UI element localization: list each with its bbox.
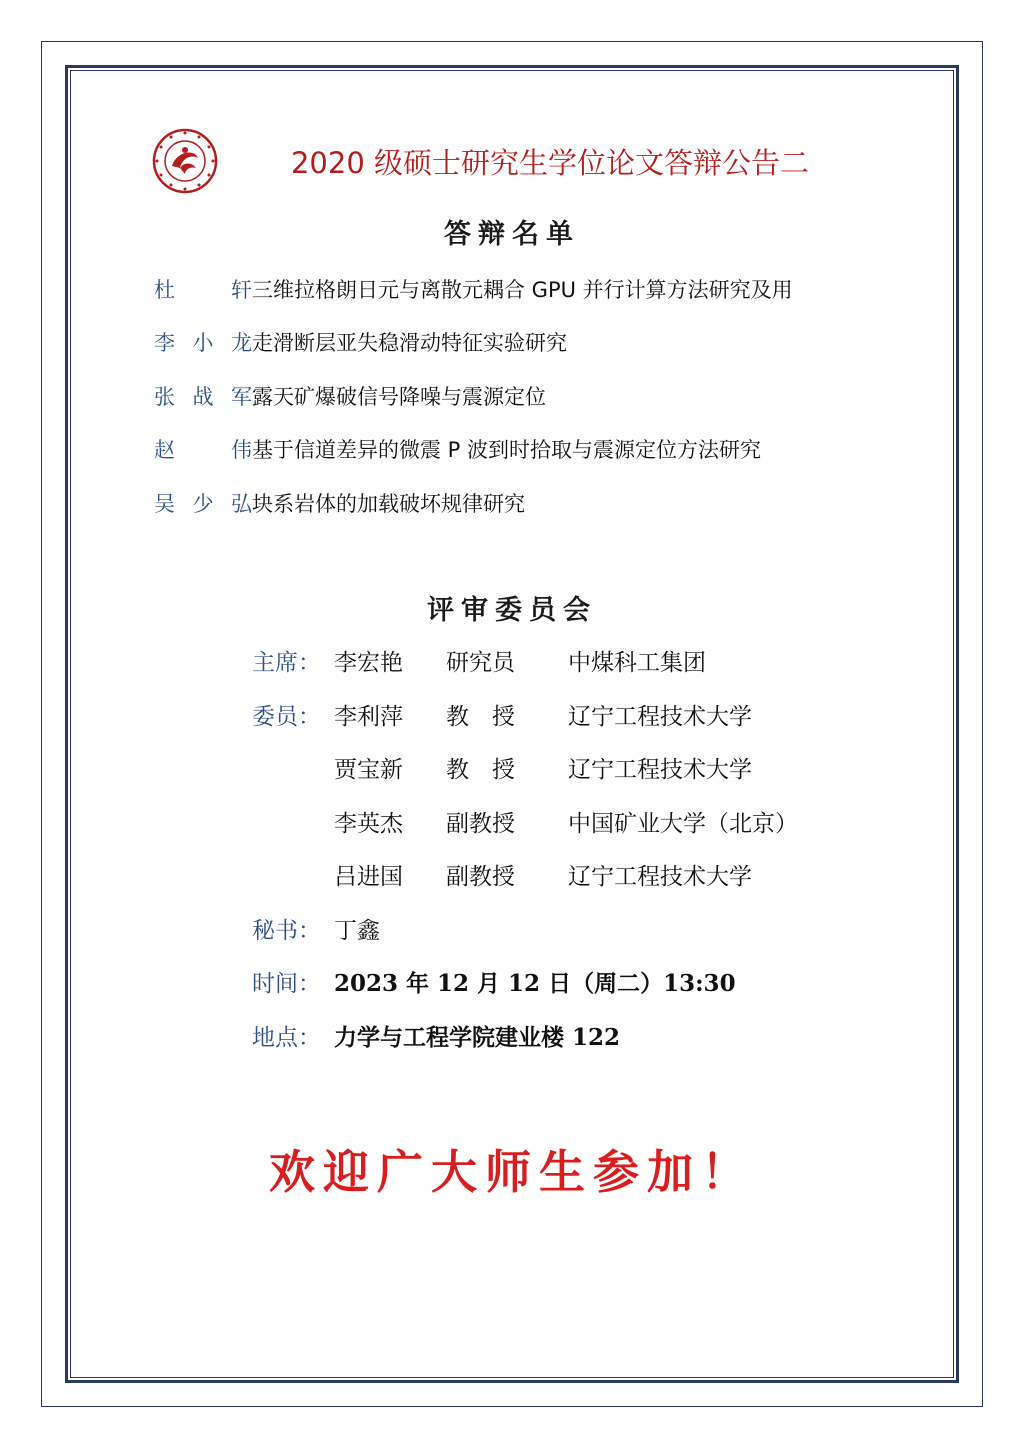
list-item (154, 369, 914, 423)
chair-label: 主席： (252, 650, 321, 677)
student-name: 吴少弘 (154, 491, 252, 516)
university-seal-icon (152, 128, 218, 194)
student-name: 李小龙 (154, 331, 252, 356)
place-row (252, 1009, 912, 1063)
thesis-topic: 走滑断层亚失稳滑动特征实验研究 (252, 331, 567, 356)
student-name: 赵 伟 (154, 438, 252, 463)
list-item (154, 423, 914, 477)
place-label: 地点： (252, 1024, 321, 1051)
time-label: 时间： (252, 971, 321, 998)
thesis-topic: 块系岩体的加载破坏规律研究 (252, 491, 525, 516)
member-name: 李英杰 (334, 810, 403, 837)
defense-place: 力学与工程学院建业楼 122 (334, 1023, 621, 1051)
student-list (154, 262, 914, 530)
member-unit: 中国矿业大学（北京） (568, 810, 798, 837)
member-title: 教 授 (446, 703, 515, 730)
committee-member-row (252, 848, 912, 902)
list-item (154, 316, 914, 370)
thesis-topic: 露天矿爆破信号降噪与震源定位 (252, 384, 546, 409)
member-title: 副教授 (446, 810, 515, 837)
member-unit: 辽宁工程技术大学 (568, 864, 752, 891)
committee-chair-row (252, 634, 912, 688)
defense-time: 2023 年 12 月 12 日（周二）13:30 (334, 970, 736, 998)
list-item (154, 262, 914, 316)
thesis-topic: 基于信道差异的微震 P 波到时拾取与震源定位方法研究 (252, 438, 762, 463)
member-name: 李宏艳 (334, 650, 403, 677)
member-title: 副教授 (446, 864, 515, 891)
members-label: 委员： (252, 703, 321, 730)
thesis-topic: 三维拉格朗日元与离散元耦合 GPU 并行计算方法研究及用 (252, 277, 793, 302)
member-name: 李利萍 (334, 703, 403, 730)
member-unit: 辽宁工程技术大学 (568, 703, 752, 730)
page-title: 2020 级硕士研究生学位论文答辩公告二 (290, 146, 810, 180)
list-item (154, 476, 914, 530)
committee-member-row (252, 688, 912, 742)
member-title: 研究员 (446, 650, 515, 677)
defense-list-heading: 答辩名单 (444, 219, 580, 250)
committee-heading: 评审委员会 (427, 595, 597, 626)
committee-member-row (252, 741, 912, 795)
member-unit: 辽宁工程技术大学 (568, 757, 752, 784)
welcome-message: 欢迎广大师生参加！ (269, 1145, 755, 1199)
secretary-label: 秘书： (252, 917, 321, 944)
secretary-row (252, 902, 912, 956)
time-row (252, 955, 912, 1009)
student-name: 张战军 (154, 384, 252, 409)
student-name: 杜 轩 (154, 277, 252, 302)
secretary-name: 丁鑫 (334, 917, 380, 944)
member-unit: 中煤科工集团 (568, 650, 706, 677)
committee-member-row (252, 795, 912, 849)
member-name: 吕进国 (334, 864, 403, 891)
member-title: 教 授 (446, 757, 515, 784)
member-name: 贾宝新 (334, 757, 403, 784)
committee-list (252, 634, 912, 1062)
